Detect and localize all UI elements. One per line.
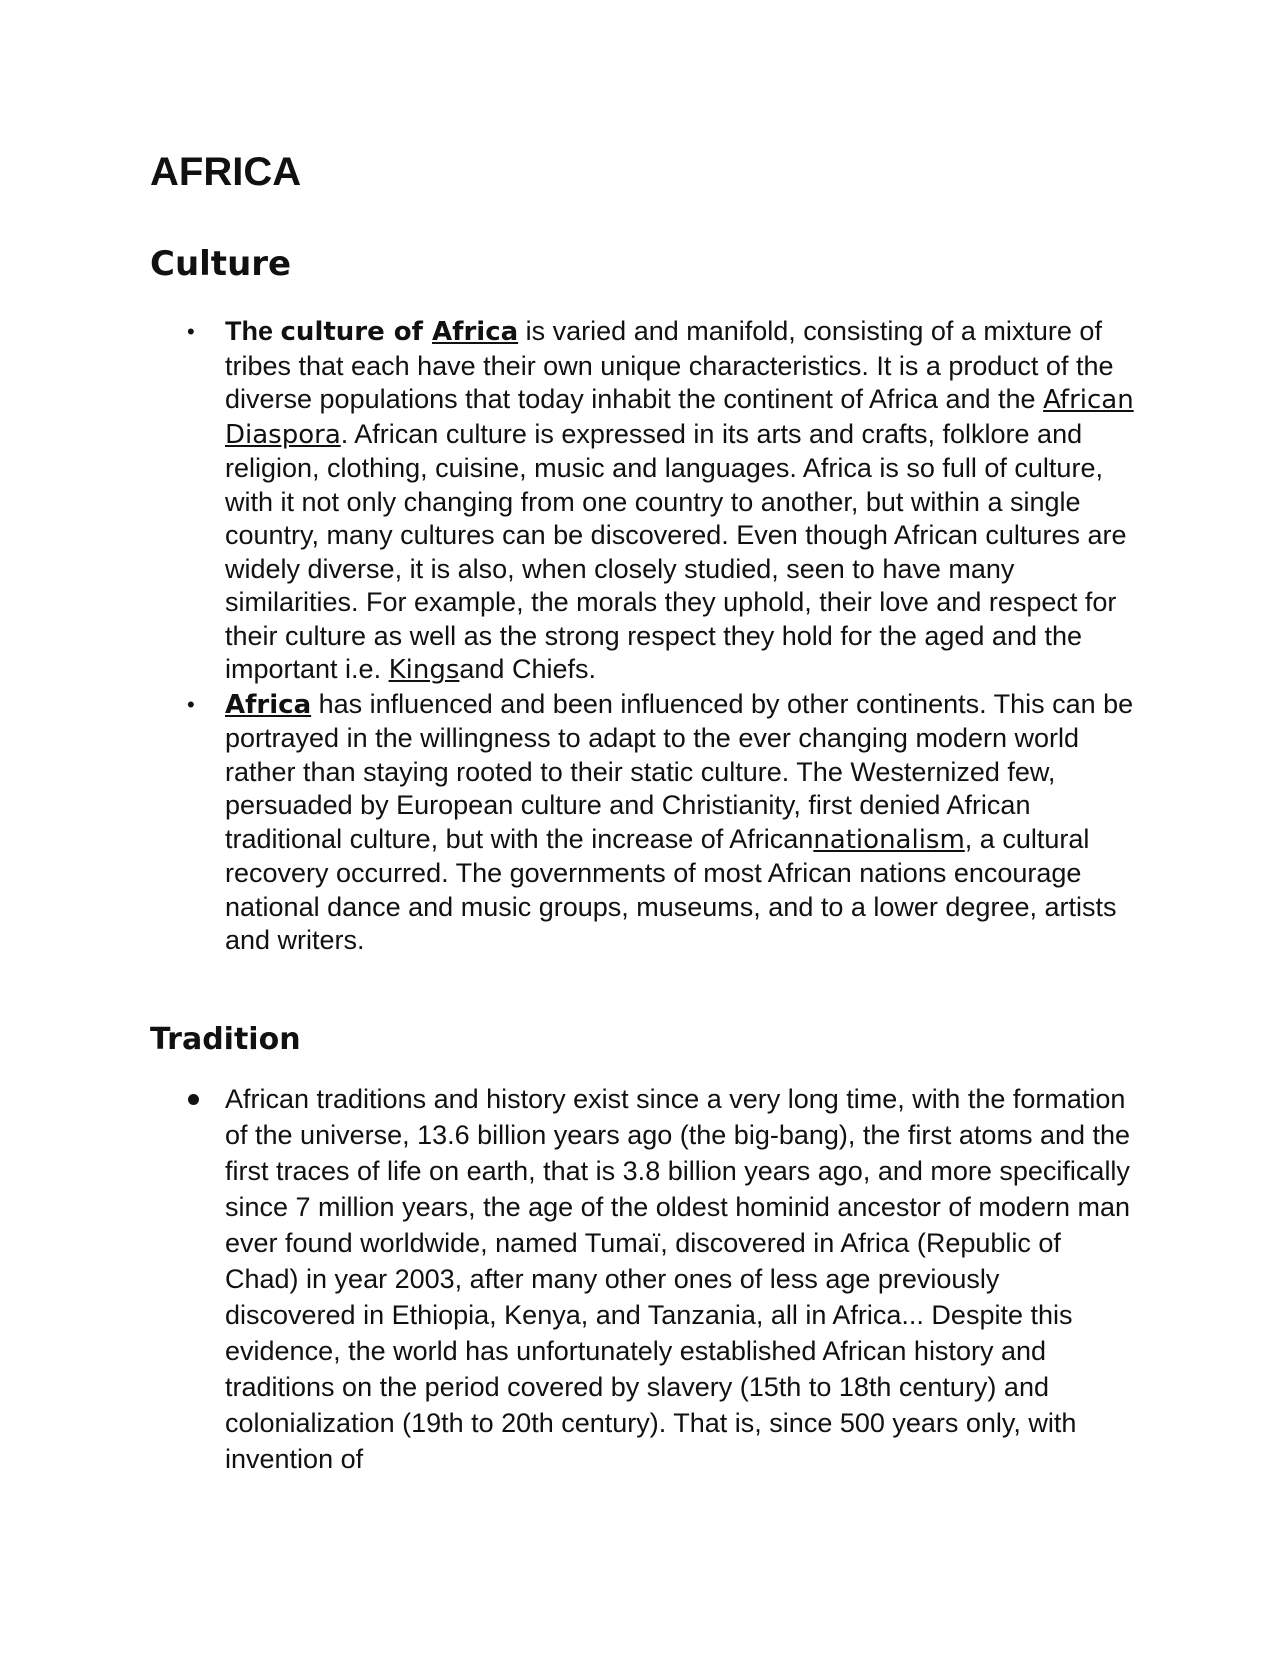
tradition-list	[225, 1081, 1135, 1477]
tradition-list-item-1	[225, 1081, 1135, 1477]
culture-heading: Culture	[150, 244, 292, 284]
culture-list	[187, 315, 1135, 958]
bullet-icon: •	[187, 319, 195, 344]
document-title: AFRICA	[150, 150, 302, 194]
africa-link[interactable]: Africa	[432, 317, 519, 347]
culture-paragraph-text-4: has influenced and been influenced by other continents. This can be portrayed in the willingness to adapt to the ever changing modern world rather than staying rooted to their static culture. The Westernized few, persuaded by European culture and Christianity, first denied African traditional culture, but with the increase of African	[225, 688, 1134, 854]
tradition-heading: Tradition	[150, 1022, 301, 1057]
tradition-paragraph-text: African traditions and history exist since a very long time, with the formation of the universe, 13.6 billion years ago (the big-bang), the first atoms and the first traces of life on earth, that is 3.8 billion years ago, and more specifically since 7 million years, the age of the oldest hominid ancestor of modern man ever found worldwide, named Tumaï, discovered in Africa (Republic of Chad) in year 2003, after many other ones of less age previously discovered in Ethiopia, Kenya, and Tanzania, all in Africa... Despite this evidence, the world has unfortunately established African history and traditions on the period covered by slavery (15th to 18th century) and colonialization (19th to 20th century). That is, since 500 years only, with invention of	[225, 1084, 1131, 1474]
culture-list-item-1	[187, 315, 1135, 688]
culture-lead-text: The	[225, 316, 281, 346]
african-diaspora-link[interactable]: African Diaspora	[225, 385, 1134, 450]
culture-paragraph-text-5: , a cultural recovery occurred. The governments of most African nations encourage national dance and music groups, museums, and to a lower degree, artists and writers.	[225, 823, 1117, 955]
kings-link[interactable]: Kings	[388, 655, 460, 685]
culture-paragraph-text-3: and Chiefs.	[459, 654, 596, 684]
africa-link-2[interactable]: Africa	[225, 689, 312, 720]
bullet-icon: •	[187, 691, 195, 717]
culture-paragraph-text-1: is varied and manifold, consisting of a mixture of tribes that each have their own unique characteristics. It is a product of the diverse populations that today inhabit the continent of Africa and the	[225, 316, 1114, 414]
culture-paragraph-text-2: . African culture is expressed in its arts and crafts, folklore and religion, clothing, cuisine, music and languages. Africa is so full of culture, with it not only changing from one country to another, but within a single country, many cultures can be discovered. Even though African cultures are widely diverse, it is also, when closely studied, seen to have many similarities. For example, the morals they uphold, their love and respect for their culture as well as the strong respect they hold for the aged and the important i.e.	[225, 418, 1127, 684]
culture-lead-text-2: culture of	[280, 317, 433, 347]
bullet-icon	[188, 1094, 199, 1105]
culture-list-item-2	[187, 688, 1135, 958]
nationalism-link[interactable]: nationalism	[813, 824, 965, 855]
